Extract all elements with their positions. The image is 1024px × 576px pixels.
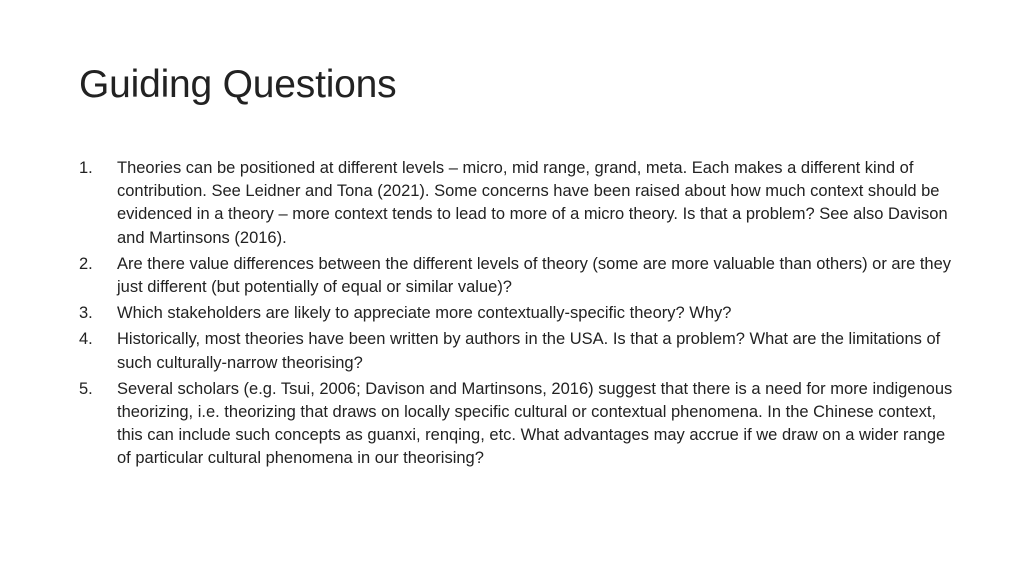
- question-text: Are there value differences between the different levels of theory (some are more valuable than others) or are they just different (but potentially of equal or similar value)?: [117, 254, 952, 297]
- question-item-1: [79, 157, 954, 250]
- question-list: [79, 157, 954, 474]
- question-number: 5.: [79, 379, 93, 398]
- question-number: 3.: [79, 304, 93, 323]
- question-number: 1.: [79, 159, 93, 177]
- question-text: Several scholars (e.g. Tsui, 2006; Davison and Martinsons, 2016) suggest that there is a need for more indigenous theorizing, i.e. theorizing that draws on locally specific cultural or contextual phenomena. In the Chinese context, this can include such concepts as guanxi, renqing, etc. What advantages may accrue if we draw on a wider range of particular cultural phenomena in our theorising?: [117, 379, 953, 468]
- question-item-3: [79, 302, 954, 325]
- question-item-5: [79, 378, 954, 471]
- question-text: Which stakeholders are likely to appreciate more contextually-specific theory? Why?: [117, 304, 732, 323]
- slide-title: Guiding Questions: [79, 63, 397, 106]
- question-number: 4.: [79, 330, 93, 349]
- question-item-2: [79, 253, 954, 299]
- question-item-4: [79, 328, 954, 374]
- question-text: Theories can be positioned at different levels – micro, mid range, grand, meta. Each makes a different kind of contribution. See Leidner and Tona (2021). Some concerns have been raised about how much context should be evidenced in a theory – more context tends to lead to more of a micro theory. Is that a problem? See also Davison and Martinsons (2016).: [117, 159, 948, 247]
- question-text: Historically, most theories have been written by authors in the USA. Is that a problem? What are the limitations of such culturally-narrow theorising?: [117, 330, 941, 372]
- question-number: 2.: [79, 254, 93, 273]
